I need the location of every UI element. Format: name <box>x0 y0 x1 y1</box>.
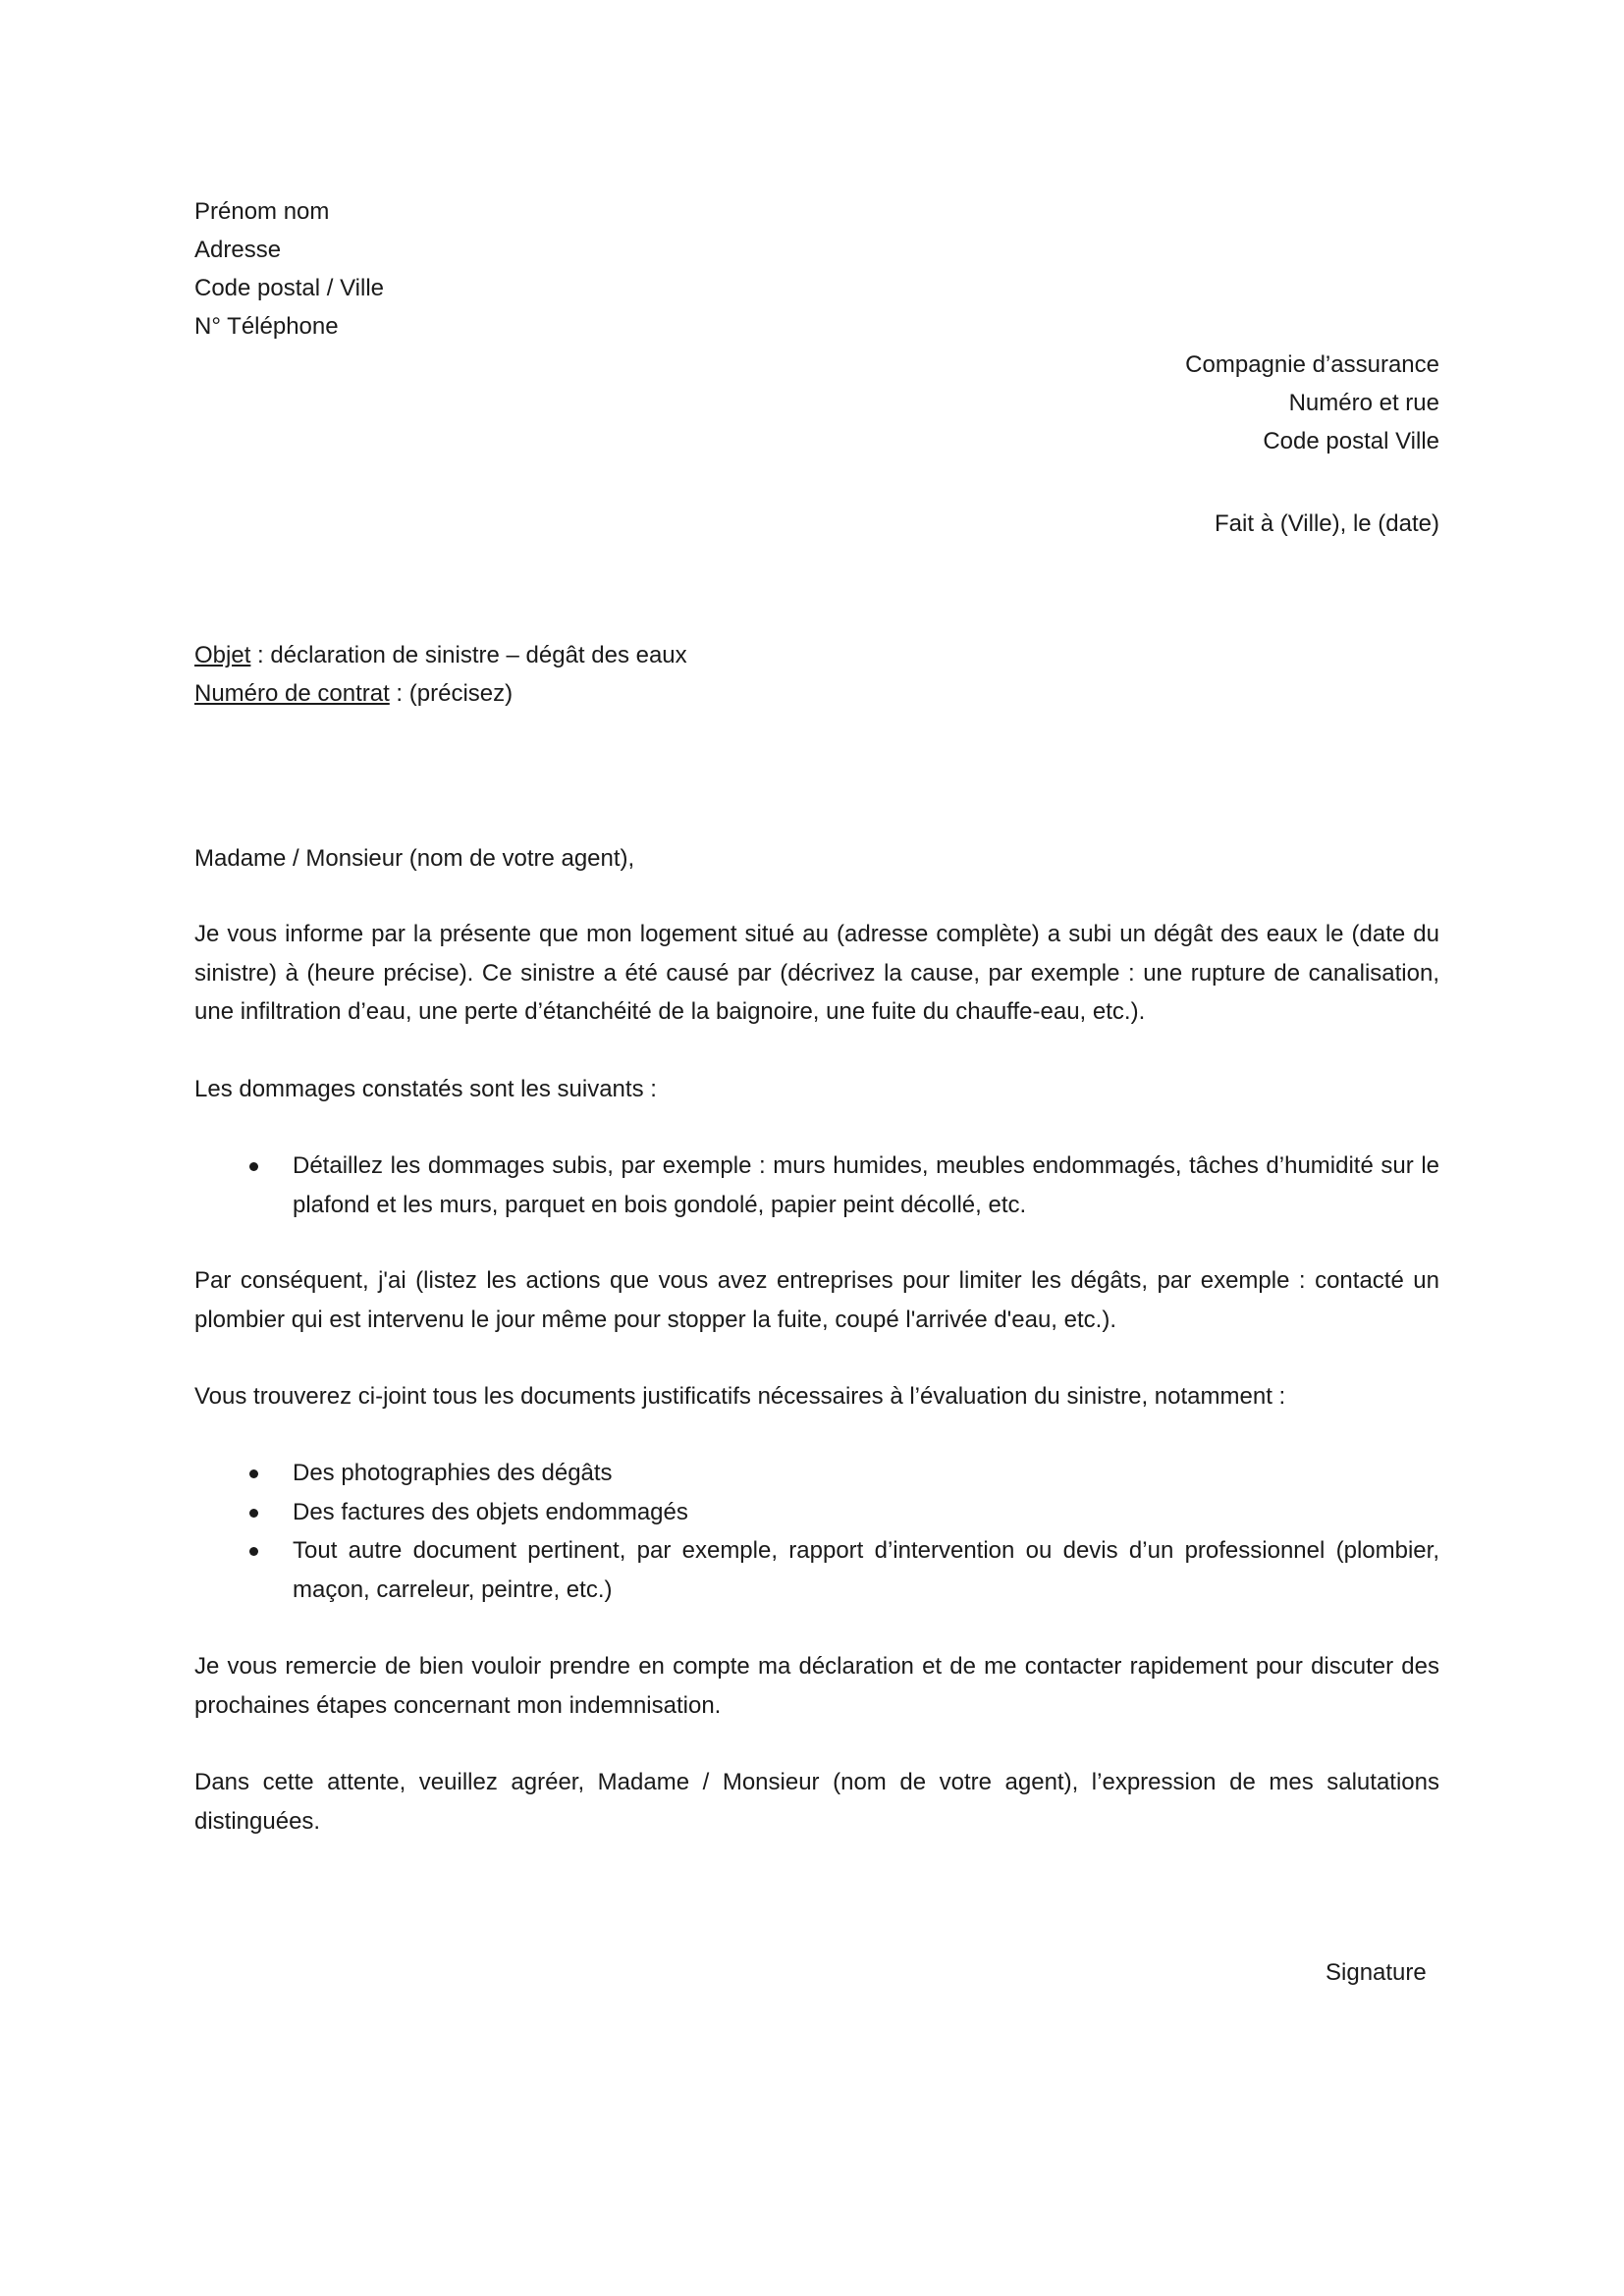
signature: Signature <box>1326 1959 1427 1986</box>
bullet-icon <box>249 1547 258 1556</box>
list-item <box>194 1493 1439 1532</box>
sender-name: Prénom nom <box>194 198 330 225</box>
contract-text: : (précisez) <box>389 680 514 707</box>
bullet-icon <box>249 1469 258 1478</box>
documents-list <box>194 1454 1439 1609</box>
document-item-text: Tout autre document pertinent, par exemple, rapport d’intervention ou devis d’un professionnel (plombier, maçon, carreleur, peintre, etc.) <box>293 1537 1439 1603</box>
list-item <box>194 1531 1439 1609</box>
paragraph-thanks: Je vous remercie de bien vouloir prendre en compte ma déclaration et de me contacter rapidement pour discuter des prochaines étapes concernant mon indemnisation. <box>194 1653 1439 1719</box>
paragraph-actions: Par conséquent, j'ai (listez les actions que vous avez entreprises pour limiter les dégâts, par exemple : contacté un plombier qui est intervenu le jour même pour stopper la fuite, coupé l'arrivée d'eau, etc.). <box>194 1267 1439 1333</box>
contract-line <box>194 674 513 713</box>
subject-label: Objet <box>194 642 251 668</box>
damages-list <box>194 1147 1439 1224</box>
list-item <box>194 1147 1439 1224</box>
greeting: Madame / Monsieur (nom de votre agent), <box>194 845 635 872</box>
recipient-city: Code postal Ville <box>1263 428 1439 454</box>
recipient-block <box>982 346 1439 460</box>
sender-address: Adresse <box>194 237 282 263</box>
sender-phone: N° Téléphone <box>194 313 339 340</box>
contract-label: Numéro de contrat <box>194 680 390 707</box>
damage-item-text: Détaillez les dommages subis, par exemple : murs humides, meubles endommagés, tâches d’humidité sur le plafond et les murs, parquet en bois gondolé, papier peint décollé, etc. <box>293 1152 1439 1218</box>
document-item-text: Des photographies des dégâts <box>293 1460 613 1486</box>
bullet-icon <box>249 1509 258 1518</box>
damages-intro: Les dommages constatés sont les suivants : <box>194 1076 657 1102</box>
list-item <box>194 1454 1439 1493</box>
documents-intro: Vous trouverez ci-joint tous les documents justificatifs nécessaires à l’évaluation du sinistre, notamment : <box>194 1383 1286 1410</box>
recipient-company: Compagnie d’assurance <box>1185 351 1439 378</box>
document-item-text: Des factures des objets endommagés <box>293 1498 688 1525</box>
bullet-icon <box>249 1162 258 1171</box>
sender-block <box>194 192 784 346</box>
subject-line <box>194 636 687 674</box>
paragraph-incident: Je vous informe par la présente que mon logement situé au (adresse complète) a subi un dégât des eaux le (date du sinistre) à (heure précise). Ce sinistre a été causé par (décrivez la cause, par exemple : une rupture de canalisation, une infiltration d’eau, une perte d’étanchéité de la baignoire, une fuite du chauffe-eau, etc.). <box>194 921 1439 1025</box>
recipient-street: Numéro et rue <box>1288 390 1439 416</box>
subject-text: : déclaration de sinistre – dégât des eaux <box>250 642 687 668</box>
paragraph-closing: Dans cette attente, veuillez agréer, Madame / Monsieur (nom de votre agent), l’expression de mes salutations distinguées. <box>194 1769 1439 1835</box>
place-date: Fait à (Ville), le (date) <box>1215 510 1439 537</box>
sender-city: Code postal / Ville <box>194 275 385 301</box>
